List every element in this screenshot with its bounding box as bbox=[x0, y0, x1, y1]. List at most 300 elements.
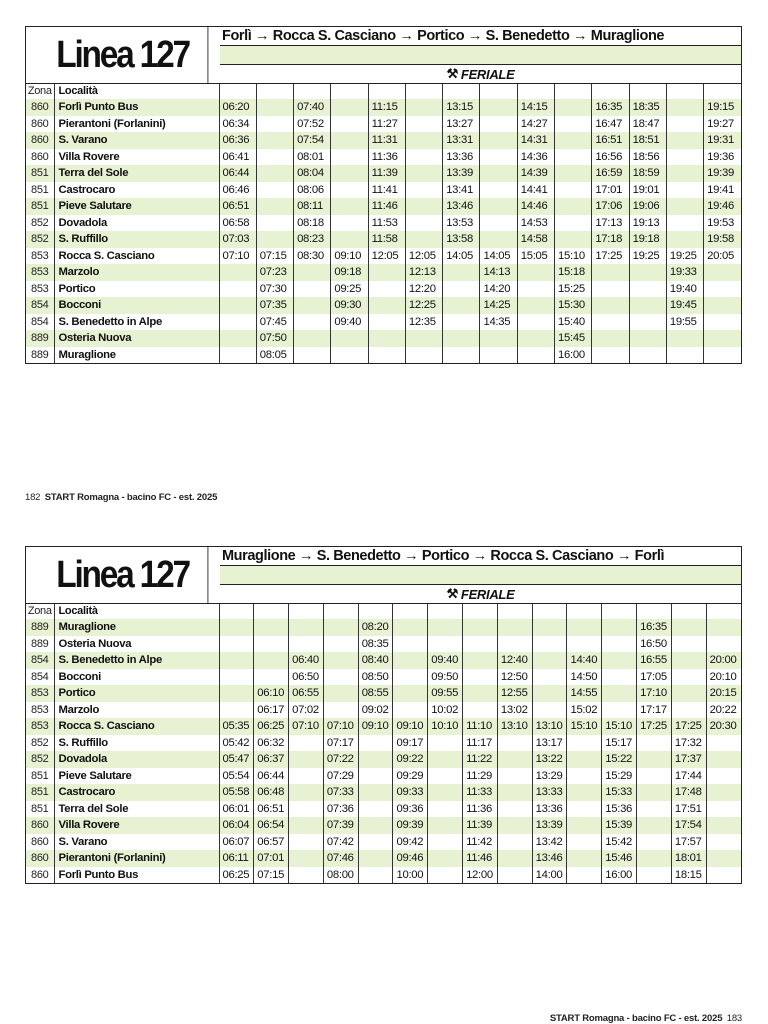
time-cell: 06:37 bbox=[254, 751, 289, 768]
time-cell: 17:05 bbox=[637, 669, 672, 686]
time-cell: 07:10 bbox=[219, 248, 256, 265]
zona-cell: 852 bbox=[26, 215, 54, 232]
time-cell bbox=[323, 702, 358, 719]
zona-cell: 851 bbox=[26, 182, 54, 199]
time-cell: 11:36 bbox=[463, 801, 498, 818]
time-cell: 09:33 bbox=[393, 784, 428, 801]
time-cell: 09:10 bbox=[331, 248, 368, 265]
header-band bbox=[220, 566, 741, 585]
time-cell: 14:46 bbox=[517, 198, 554, 215]
service-type: FERIALE bbox=[460, 586, 515, 602]
time-cell: 17:17 bbox=[637, 702, 672, 719]
time-cell: 15:10 bbox=[602, 718, 637, 735]
time-cell bbox=[254, 619, 289, 636]
stop-row bbox=[26, 652, 741, 669]
time-cell: 07:45 bbox=[256, 314, 293, 331]
hammer-pick-icon: ⚒ bbox=[446, 66, 458, 81]
header-cell bbox=[289, 604, 324, 619]
time-cell: 15:39 bbox=[602, 817, 637, 834]
time-cell: 19:36 bbox=[707, 150, 734, 163]
stop-row bbox=[26, 751, 741, 768]
time-cell: 13:58 bbox=[443, 231, 480, 248]
time-cell: 14:53 bbox=[517, 215, 554, 232]
time-cell: 16:56 bbox=[592, 149, 629, 166]
time-cell bbox=[256, 99, 293, 116]
time-cell: 13:46 bbox=[443, 198, 480, 215]
time-cell: 19:39 bbox=[704, 165, 741, 182]
stop-name: Villa Rovere bbox=[54, 149, 219, 166]
time-cell: 11:42 bbox=[463, 834, 498, 851]
time-cell: 06:04 bbox=[219, 817, 254, 834]
stop-name: Pierantoni (Forlanini) bbox=[54, 850, 219, 867]
time-cell bbox=[323, 636, 358, 653]
time-cell bbox=[368, 281, 405, 298]
timetable-header bbox=[26, 27, 741, 84]
time-cell bbox=[671, 685, 706, 702]
time-cell: 19:15 bbox=[704, 99, 741, 116]
time-cell bbox=[637, 867, 672, 884]
time-cell bbox=[671, 652, 706, 669]
time-cell bbox=[405, 215, 442, 232]
time-cell: 06:17 bbox=[254, 702, 289, 719]
time-cell bbox=[428, 784, 463, 801]
time-cell bbox=[666, 182, 703, 199]
time-cell bbox=[428, 636, 463, 653]
header-cell bbox=[517, 84, 554, 99]
time-cell: 18:47 bbox=[629, 116, 666, 133]
time-cell: 14:20 bbox=[480, 281, 517, 298]
time-cell: 05:35 bbox=[219, 718, 254, 735]
time-cell bbox=[666, 149, 703, 166]
time-cell bbox=[428, 735, 463, 752]
time-cell: 18:56 bbox=[629, 149, 666, 166]
time-cell bbox=[443, 330, 480, 347]
time-cell: 18:51 bbox=[629, 132, 666, 149]
time-cell: 09:42 bbox=[393, 834, 428, 851]
stop-name: S. Benedetto in Alpe bbox=[54, 314, 219, 331]
time-cell bbox=[463, 652, 498, 669]
time-cell: 12:13 bbox=[405, 264, 442, 281]
time-cell bbox=[497, 817, 532, 834]
zona-cell: 853 bbox=[26, 264, 54, 281]
stop-row bbox=[26, 735, 741, 752]
stop-name: Muraglione bbox=[54, 619, 219, 636]
time-cell: 08:40 bbox=[358, 652, 393, 669]
time-cell: 07:22 bbox=[323, 751, 358, 768]
time-cell: 14:05 bbox=[443, 248, 480, 265]
time-cell: 14:58 bbox=[517, 231, 554, 248]
time-cell bbox=[331, 347, 368, 364]
time-cell bbox=[706, 784, 741, 801]
time-cell: 15:02 bbox=[567, 702, 602, 719]
time-cell bbox=[666, 99, 703, 116]
time-cell bbox=[323, 669, 358, 686]
stop-row bbox=[26, 834, 741, 851]
time-cell: 15:36 bbox=[602, 801, 637, 818]
time-cell bbox=[592, 347, 629, 364]
time-cell bbox=[219, 685, 254, 702]
time-cell: 17:32 bbox=[671, 735, 706, 752]
time-cell: 07:15 bbox=[256, 248, 293, 265]
time-cell bbox=[592, 264, 629, 281]
time-cell: 14:36 bbox=[517, 149, 554, 166]
time-cell bbox=[219, 281, 256, 298]
time-cell bbox=[592, 330, 629, 347]
stop-row bbox=[26, 116, 741, 133]
stop-name: Rocca S. Casciano bbox=[54, 248, 219, 265]
time-cell bbox=[256, 182, 293, 199]
time-cell: 11:58 bbox=[368, 231, 405, 248]
time-cell bbox=[480, 116, 517, 133]
time-cell bbox=[428, 817, 463, 834]
time-cell bbox=[463, 685, 498, 702]
time-cell: 15:45 bbox=[555, 330, 592, 347]
header-cell bbox=[323, 604, 358, 619]
time-cell: 14:25 bbox=[480, 297, 517, 314]
header-cell bbox=[463, 604, 498, 619]
time-cell bbox=[368, 264, 405, 281]
time-cell: 14:35 bbox=[480, 314, 517, 331]
time-cell bbox=[219, 264, 256, 281]
time-cell: 05:54 bbox=[219, 768, 254, 785]
time-cell: 08:23 bbox=[294, 231, 331, 248]
time-cell: 10:00 bbox=[393, 867, 428, 884]
time-cell: 06:51 bbox=[219, 198, 256, 215]
header-cell bbox=[358, 604, 393, 619]
time-cell bbox=[666, 330, 703, 347]
time-cell bbox=[555, 99, 592, 116]
time-cell: 17:18 bbox=[592, 231, 629, 248]
time-cell: 13:27 bbox=[443, 116, 480, 133]
time-cell: 19:25 bbox=[666, 248, 703, 265]
time-cell: 14:41 bbox=[517, 182, 554, 199]
stop-row bbox=[26, 801, 741, 818]
time-cell: 11:41 bbox=[368, 182, 405, 199]
time-cell bbox=[443, 347, 480, 364]
schedule-table bbox=[26, 604, 741, 883]
time-cell bbox=[706, 751, 741, 768]
time-cell: 07:02 bbox=[289, 702, 324, 719]
time-cell bbox=[428, 768, 463, 785]
zona-cell: 851 bbox=[26, 784, 54, 801]
time-cell: 07:10 bbox=[289, 718, 324, 735]
stop-row bbox=[26, 132, 741, 149]
time-cell: 11:31 bbox=[368, 132, 405, 149]
time-cell bbox=[393, 652, 428, 669]
time-cell bbox=[289, 817, 324, 834]
time-cell: 19:41 bbox=[707, 183, 734, 196]
stop-name: Forlì Punto Bus bbox=[54, 99, 219, 116]
zona-cell: 860 bbox=[26, 850, 54, 867]
time-cell: 06:20 bbox=[219, 99, 256, 116]
time-cell bbox=[428, 834, 463, 851]
time-cell bbox=[666, 198, 703, 215]
time-cell: 13:15 bbox=[443, 99, 480, 116]
time-cell: 11:22 bbox=[463, 751, 498, 768]
time-cell: 08:11 bbox=[294, 198, 331, 215]
time-cell bbox=[331, 99, 368, 116]
time-cell bbox=[256, 198, 293, 215]
time-cell: 09:29 bbox=[393, 768, 428, 785]
time-cell: 06:01 bbox=[219, 801, 254, 818]
time-cell bbox=[497, 751, 532, 768]
time-cell bbox=[497, 636, 532, 653]
timetable-return bbox=[25, 546, 742, 884]
time-cell: 09:30 bbox=[331, 297, 368, 314]
time-cell: 14:05 bbox=[480, 248, 517, 265]
time-cell bbox=[358, 768, 393, 785]
zona-cell: 854 bbox=[26, 669, 54, 686]
time-cell: 16:35 bbox=[637, 619, 672, 636]
time-cell: 12:40 bbox=[497, 652, 532, 669]
stop-row bbox=[26, 215, 741, 232]
time-cell: 06:44 bbox=[219, 165, 256, 182]
time-cell bbox=[567, 817, 602, 834]
time-cell: 20:10 bbox=[709, 670, 737, 683]
time-cell: 17:44 bbox=[671, 768, 706, 785]
time-cell bbox=[706, 867, 741, 884]
time-cell bbox=[666, 231, 703, 248]
time-cell bbox=[497, 784, 532, 801]
time-cell: 06:34 bbox=[219, 116, 256, 133]
time-cell bbox=[706, 817, 741, 834]
time-cell bbox=[331, 215, 368, 232]
time-cell bbox=[358, 834, 393, 851]
time-cell: 20:22 bbox=[709, 703, 737, 716]
time-cell: 13:41 bbox=[443, 182, 480, 199]
time-cell: 07:03 bbox=[219, 231, 256, 248]
time-cell bbox=[358, 867, 393, 884]
time-cell: 09:55 bbox=[428, 685, 463, 702]
time-cell: 07:01 bbox=[254, 850, 289, 867]
time-cell: 12:35 bbox=[405, 314, 442, 331]
stop-name: S. Benedetto in Alpe bbox=[54, 652, 219, 669]
time-cell bbox=[443, 281, 480, 298]
stop-name: S. Ruffillo bbox=[54, 735, 219, 752]
header-cell bbox=[254, 604, 289, 619]
time-cell: 17:37 bbox=[671, 751, 706, 768]
time-cell: 15:18 bbox=[555, 264, 592, 281]
service-label bbox=[220, 585, 741, 603]
time-cell bbox=[480, 231, 517, 248]
time-cell bbox=[219, 652, 254, 669]
time-cell bbox=[463, 636, 498, 653]
time-cell: 07:10 bbox=[323, 718, 358, 735]
time-cell bbox=[532, 702, 567, 719]
time-cell: 11:39 bbox=[463, 817, 498, 834]
time-cell: 19:46 bbox=[704, 198, 741, 215]
time-cell bbox=[629, 330, 666, 347]
time-cell bbox=[671, 702, 706, 719]
header-cell bbox=[294, 84, 331, 99]
time-cell: 15:33 bbox=[602, 784, 637, 801]
time-cell: 14:39 bbox=[517, 165, 554, 182]
time-cell: 06:36 bbox=[219, 132, 256, 149]
time-cell bbox=[532, 619, 567, 636]
time-cell bbox=[393, 669, 428, 686]
header-cell bbox=[428, 604, 463, 619]
time-cell bbox=[393, 702, 428, 719]
stop-row bbox=[26, 619, 741, 636]
time-cell: 08:18 bbox=[294, 215, 331, 232]
zona-cell: 853 bbox=[26, 702, 54, 719]
service-type: FERIALE bbox=[460, 66, 515, 82]
time-cell bbox=[706, 850, 741, 867]
zona-cell: 851 bbox=[26, 198, 54, 215]
time-cell bbox=[555, 149, 592, 166]
stop-name: Pieve Salutare bbox=[54, 198, 219, 215]
time-cell: 08:50 bbox=[358, 669, 393, 686]
time-cell: 17:10 bbox=[637, 685, 672, 702]
header-cell bbox=[480, 84, 517, 99]
time-cell bbox=[706, 636, 741, 653]
time-cell bbox=[405, 99, 442, 116]
time-cell bbox=[567, 751, 602, 768]
timetable-outbound bbox=[25, 26, 742, 364]
zona-cell: 852 bbox=[26, 751, 54, 768]
time-cell bbox=[567, 834, 602, 851]
time-cell: 18:35 bbox=[629, 99, 666, 116]
stop-name: Pierantoni (Forlanini) bbox=[54, 116, 219, 133]
time-cell: 19:01 bbox=[629, 182, 666, 199]
time-cell bbox=[428, 867, 463, 884]
zona-header: Zona bbox=[26, 604, 54, 619]
time-cell bbox=[443, 264, 480, 281]
line-title: Linea 127 bbox=[38, 27, 209, 83]
header-cell bbox=[602, 604, 637, 619]
time-cell: 15:25 bbox=[555, 281, 592, 298]
time-cell: 06:10 bbox=[254, 685, 289, 702]
time-cell: 13:53 bbox=[443, 215, 480, 232]
time-cell bbox=[629, 281, 666, 298]
time-cell bbox=[358, 850, 393, 867]
time-cell: 08:00 bbox=[323, 867, 358, 884]
header-cell bbox=[219, 604, 254, 619]
time-cell: 20:00 bbox=[706, 652, 741, 669]
stop-row bbox=[26, 330, 741, 347]
stop-name: Castrocaro bbox=[54, 182, 219, 199]
table-header-row bbox=[26, 84, 741, 99]
time-cell bbox=[289, 619, 324, 636]
time-cell bbox=[405, 182, 442, 199]
route-title: Muraglione → S. Benedetto → Portico → Rocca S. Casciano → Forlì bbox=[220, 547, 741, 566]
page-footer-right bbox=[550, 1013, 744, 1024]
zona-cell: 852 bbox=[26, 735, 54, 752]
time-cell bbox=[629, 314, 666, 331]
time-cell: 19:53 bbox=[707, 216, 734, 229]
zona-cell: 860 bbox=[26, 149, 54, 166]
time-cell bbox=[428, 619, 463, 636]
time-cell bbox=[555, 182, 592, 199]
time-cell bbox=[405, 116, 442, 133]
stop-name: Marzolo bbox=[54, 264, 219, 281]
time-cell: 07:52 bbox=[294, 116, 331, 133]
zona-cell: 889 bbox=[26, 347, 54, 364]
time-cell: 14:55 bbox=[567, 685, 602, 702]
time-cell bbox=[629, 347, 666, 364]
time-cell: 13:10 bbox=[532, 718, 567, 735]
header-cell bbox=[219, 84, 256, 99]
time-cell bbox=[256, 165, 293, 182]
time-cell bbox=[602, 652, 637, 669]
time-cell: 10:02 bbox=[428, 702, 463, 719]
time-cell: 13:36 bbox=[443, 149, 480, 166]
time-cell: 15:40 bbox=[555, 314, 592, 331]
time-cell: 13:36 bbox=[532, 801, 567, 818]
time-cell bbox=[254, 652, 289, 669]
time-cell: 17:48 bbox=[671, 784, 706, 801]
time-cell: 09:40 bbox=[428, 652, 463, 669]
time-cell: 07:30 bbox=[256, 281, 293, 298]
header-cell bbox=[443, 84, 480, 99]
stop-name: Pieve Salutare bbox=[54, 768, 219, 785]
time-cell bbox=[219, 297, 256, 314]
zona-cell: 853 bbox=[26, 281, 54, 298]
time-cell bbox=[289, 784, 324, 801]
time-cell bbox=[289, 850, 324, 867]
time-cell bbox=[331, 116, 368, 133]
time-cell: 16:00 bbox=[602, 867, 637, 884]
time-cell bbox=[358, 751, 393, 768]
stop-row bbox=[26, 165, 741, 182]
page-number: 183 bbox=[726, 1013, 742, 1024]
time-cell bbox=[254, 669, 289, 686]
time-cell: 13:39 bbox=[443, 165, 480, 182]
time-cell bbox=[567, 735, 602, 752]
time-cell bbox=[567, 801, 602, 818]
time-cell: 14:13 bbox=[480, 264, 517, 281]
hammer-pick-icon: ⚒ bbox=[446, 586, 458, 601]
time-cell bbox=[358, 784, 393, 801]
time-cell bbox=[219, 330, 256, 347]
time-cell: 11:39 bbox=[368, 165, 405, 182]
time-cell bbox=[592, 297, 629, 314]
time-cell bbox=[637, 850, 672, 867]
zona-header: Zona bbox=[26, 84, 54, 99]
stop-name: Osteria Nuova bbox=[54, 330, 219, 347]
time-cell bbox=[368, 314, 405, 331]
header-cell bbox=[405, 84, 442, 99]
stop-name: Marzolo bbox=[54, 702, 219, 719]
time-cell bbox=[463, 619, 498, 636]
time-cell: 12:50 bbox=[497, 669, 532, 686]
time-cell bbox=[532, 636, 567, 653]
time-cell bbox=[666, 132, 703, 149]
time-cell bbox=[517, 330, 554, 347]
time-cell: 09:10 bbox=[358, 718, 393, 735]
stop-row bbox=[26, 231, 741, 248]
time-cell bbox=[480, 149, 517, 166]
header-cell bbox=[532, 604, 567, 619]
time-cell: 07:17 bbox=[323, 735, 358, 752]
time-cell: 09:25 bbox=[331, 281, 368, 298]
time-cell bbox=[592, 314, 629, 331]
time-cell: 19:13 bbox=[629, 215, 666, 232]
time-cell bbox=[532, 652, 567, 669]
zona-cell: 854 bbox=[26, 652, 54, 669]
header-cell bbox=[256, 84, 293, 99]
stop-name: Forlì Punto Bus bbox=[54, 867, 219, 884]
zona-cell: 860 bbox=[26, 867, 54, 884]
time-cell bbox=[706, 619, 741, 636]
time-cell: 15:05 bbox=[517, 248, 554, 265]
time-cell: 12:00 bbox=[463, 867, 498, 884]
stop-row bbox=[26, 314, 741, 331]
time-cell bbox=[555, 165, 592, 182]
time-cell: 19:55 bbox=[666, 314, 703, 331]
time-cell: 17:13 bbox=[592, 215, 629, 232]
time-cell bbox=[405, 330, 442, 347]
